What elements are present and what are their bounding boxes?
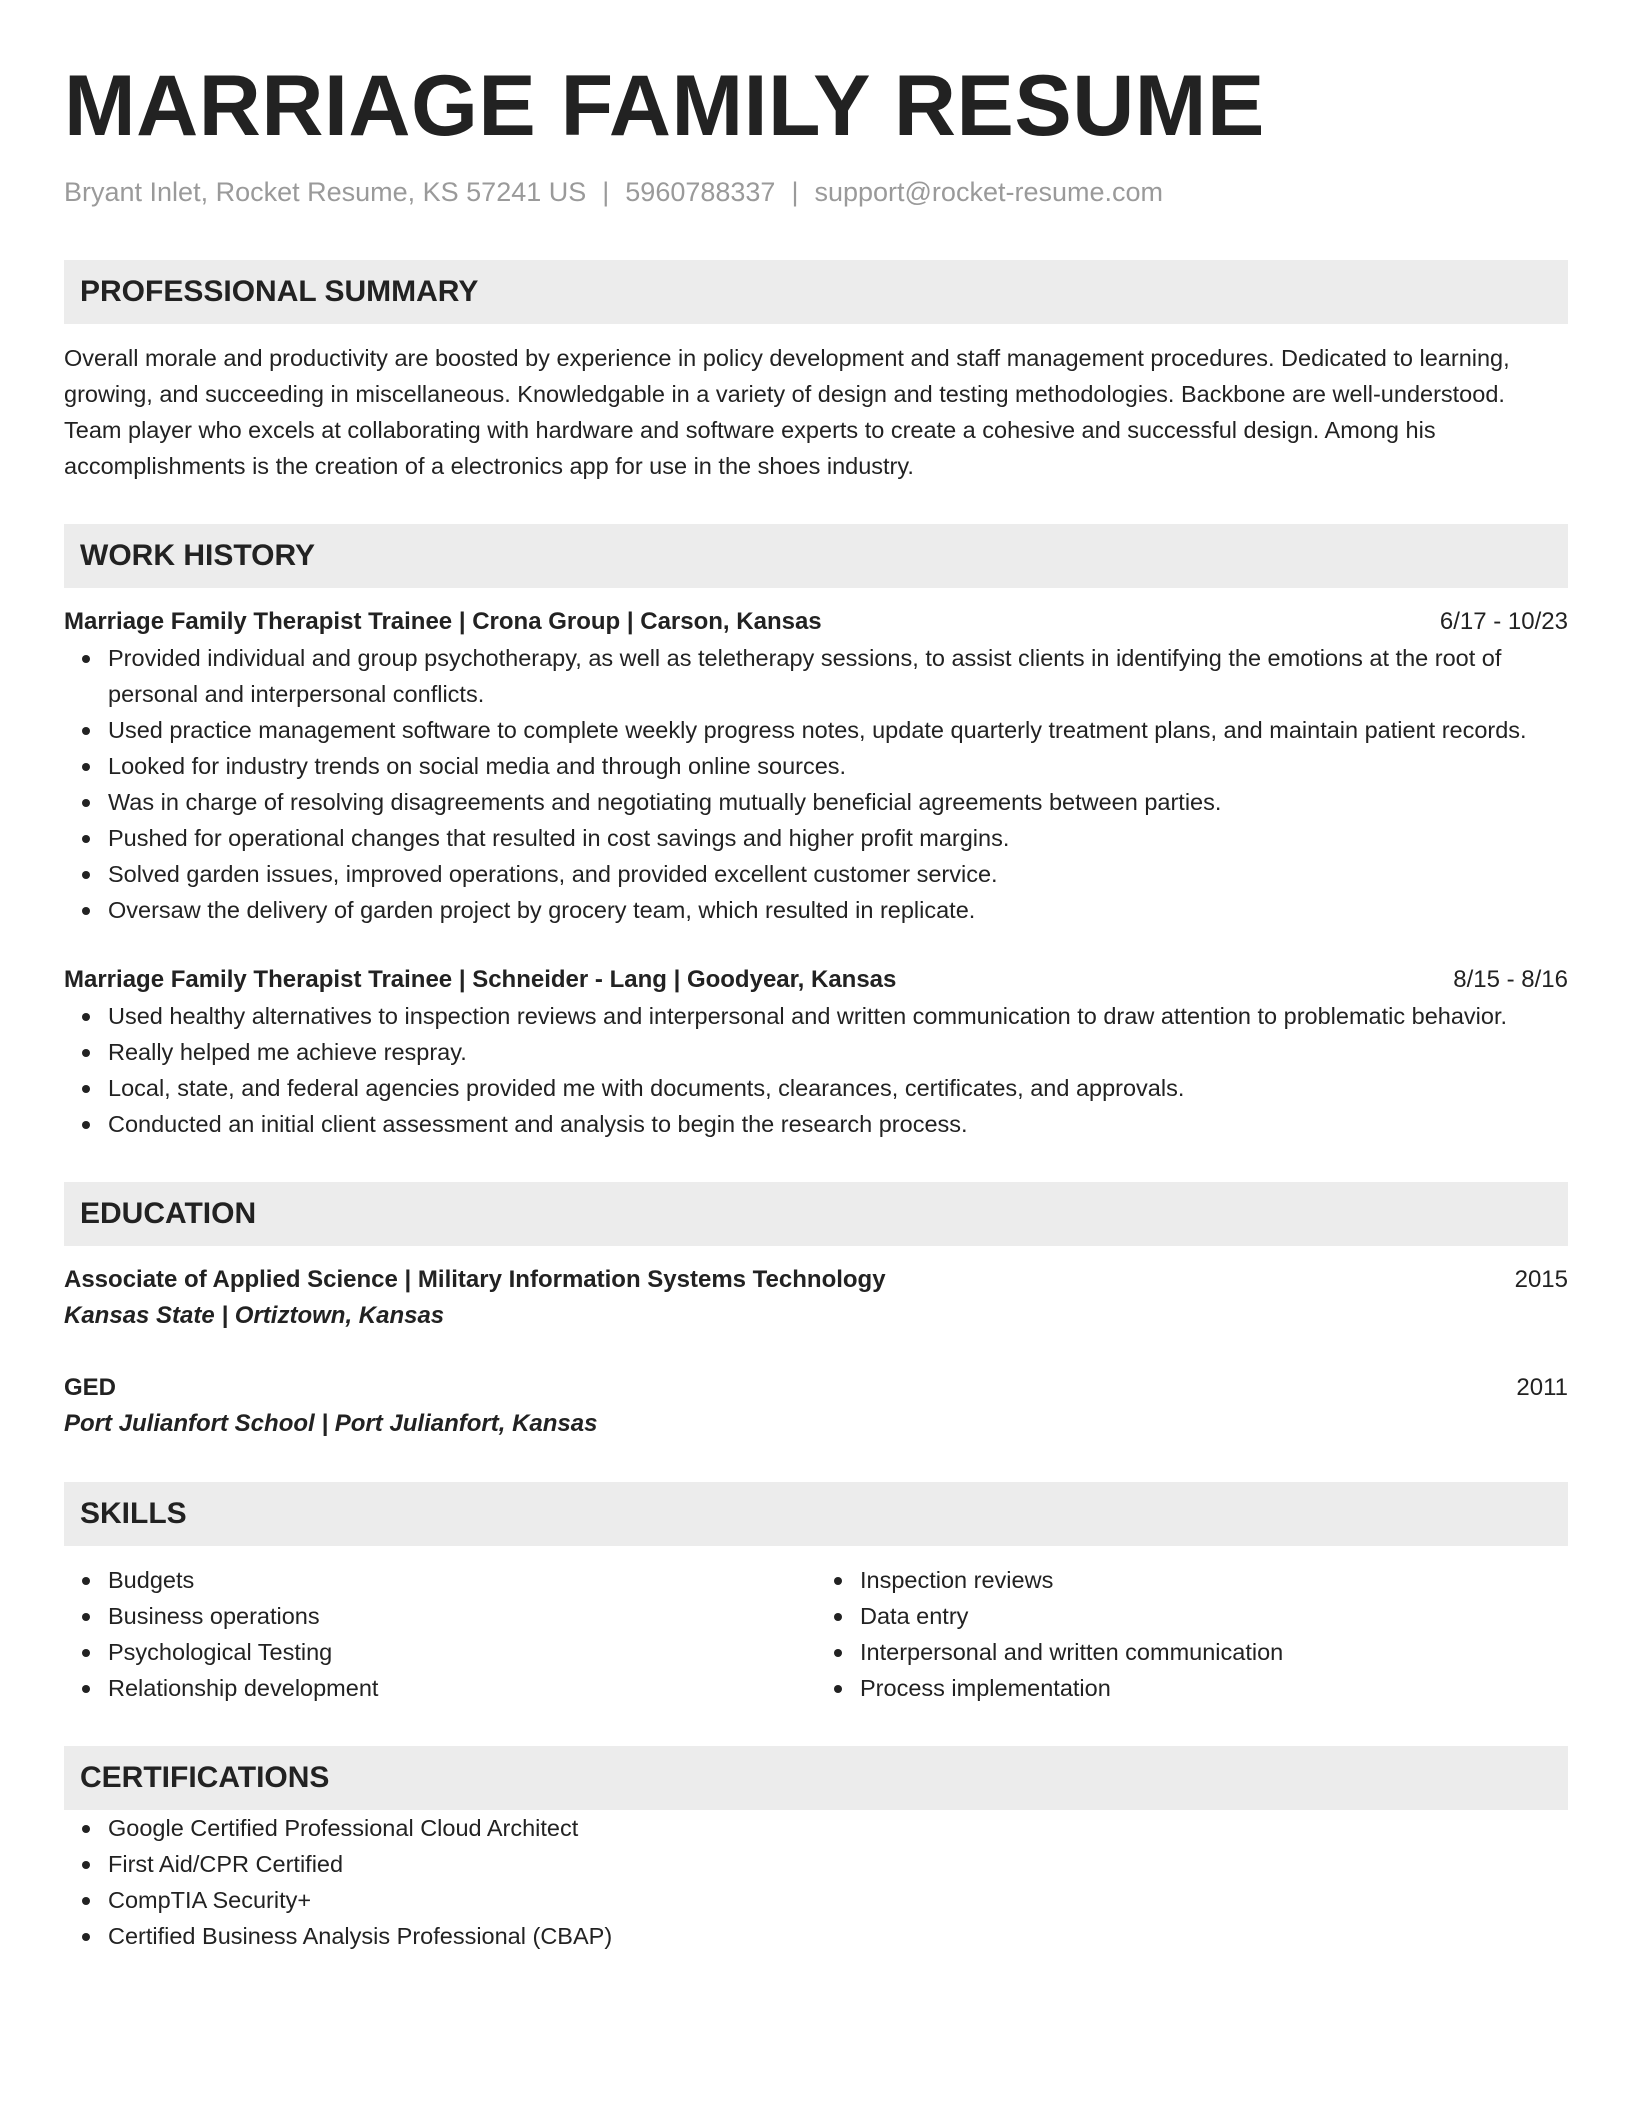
skill-item: Inspection reviews bbox=[860, 1562, 1568, 1598]
education-school: Port Julianfort School | Port Julianfort, Kansas bbox=[64, 1410, 598, 1437]
job-bullet: Used practice management software to complete weekly progress notes, update quarterly treatment plans, and maintain patient records. bbox=[108, 712, 1568, 748]
section-header-education: EDUCATION bbox=[64, 1182, 1568, 1246]
education-degree: Associate of Applied Science | Military Information Systems Technology bbox=[64, 1266, 886, 1293]
certification-item: CompTIA Security+ bbox=[108, 1882, 1568, 1918]
skill-item: Psychological Testing bbox=[108, 1634, 816, 1670]
skills-grid bbox=[64, 1562, 1568, 1706]
section-header-work-history: WORK HISTORY bbox=[64, 524, 1568, 588]
education-degree: GED bbox=[64, 1374, 117, 1401]
skill-item: Business operations bbox=[108, 1598, 816, 1634]
skill-item: Budgets bbox=[108, 1562, 816, 1598]
certification-item: Google Certified Professional Cloud Architect bbox=[108, 1810, 1568, 1846]
education-header bbox=[64, 1370, 1568, 1406]
certification-item: Certified Business Analysis Professional (CBAP) bbox=[108, 1918, 1568, 1954]
certification-item: First Aid/CPR Certified bbox=[108, 1846, 1568, 1882]
job-bullet: Provided individual and group psychotherapy, as well as teletherapy sessions, to assist clients in identifying the emotions at the root of personal and interpersonal conflicts. bbox=[108, 640, 1568, 712]
certification-list bbox=[64, 1810, 1568, 1954]
job-title: Marriage Family Therapist Trainee | Crona Group | Carson, Kansas bbox=[64, 608, 822, 635]
job-bullet: Used healthy alternatives to inspection reviews and interpersonal and written communication to draw attention to problematic behavior. bbox=[108, 998, 1568, 1034]
education-school: Kansas State | Ortiztown, Kansas bbox=[64, 1302, 445, 1329]
job-title: Marriage Family Therapist Trainee | Schneider - Lang | Goodyear, Kansas bbox=[64, 966, 897, 993]
job-bullet: Really helped me achieve respray. bbox=[108, 1034, 1568, 1070]
job-bullets bbox=[64, 998, 1568, 1142]
skill-item: Data entry bbox=[860, 1598, 1568, 1634]
skills-column-right bbox=[816, 1562, 1568, 1706]
education-entry bbox=[64, 1262, 1568, 1334]
section-header-certifications: CERTIFICATIONS bbox=[64, 1746, 1568, 1810]
skill-item: Relationship development bbox=[108, 1670, 816, 1706]
contact-line bbox=[64, 174, 1568, 210]
contact-separator: | bbox=[791, 177, 799, 207]
job-bullet: Conducted an initial client assessment and analysis to begin the research process. bbox=[108, 1106, 1568, 1142]
job-bullet: Oversaw the delivery of garden project by grocery team, which resulted in replicate. bbox=[108, 892, 1568, 928]
job-header bbox=[64, 604, 1568, 640]
job-dates: 6/17 - 10/23 bbox=[1439, 608, 1568, 635]
job-bullet: Pushed for operational changes that resulted in cost savings and higher profit margins. bbox=[108, 820, 1568, 856]
education-header bbox=[64, 1262, 1568, 1298]
job-dates: 8/15 - 8/16 bbox=[1453, 966, 1568, 993]
summary-text: Overall morale and productivity are boosted by experience in policy development and staff management procedures. Dedicated to learning, growing, and succeeding in miscellaneous. Knowledgable in a variety of design and testing methodologies. Backbone are well-understood. Team player who excels at collaborating with hardware and software experts to create a cohesive and successful design. Among his accomplishments is the creation of a electronics app for use in the shoes industry. bbox=[64, 345, 1510, 479]
contact-address: Bryant Inlet, Rocket Resume, KS 57241 US bbox=[64, 177, 587, 207]
contact-email: support@rocket-resume.com bbox=[814, 177, 1163, 207]
job-bullet: Solved garden issues, improved operations, and provided excellent customer service. bbox=[108, 856, 1568, 892]
job-bullet: Local, state, and federal agencies provided me with documents, clearances, certificates, and approvals. bbox=[108, 1070, 1568, 1106]
job-entry bbox=[64, 604, 1568, 928]
education-year: 2011 bbox=[1516, 1374, 1568, 1401]
job-bullet: Looked for industry trends on social media and through online sources. bbox=[108, 748, 1568, 784]
job-bullet: Was in charge of resolving disagreements and negotiating mutually beneficial agreements between parties. bbox=[108, 784, 1568, 820]
job-bullets bbox=[64, 640, 1568, 928]
skill-item: Process implementation bbox=[860, 1670, 1568, 1706]
resume-title: MARRIAGE FAMILY RESUME bbox=[64, 58, 1265, 154]
education-entry bbox=[64, 1370, 1568, 1442]
job-header bbox=[64, 962, 1568, 998]
education-year: 2015 bbox=[1514, 1266, 1568, 1293]
contact-phone: 5960788337 bbox=[625, 177, 776, 207]
contact-separator: | bbox=[602, 177, 610, 207]
section-header-skills: SKILLS bbox=[64, 1482, 1568, 1546]
job-entry bbox=[64, 962, 1568, 1142]
skill-item: Interpersonal and written communication bbox=[860, 1634, 1568, 1670]
section-header-summary: PROFESSIONAL SUMMARY bbox=[64, 260, 1568, 324]
skills-column-left bbox=[64, 1562, 816, 1706]
